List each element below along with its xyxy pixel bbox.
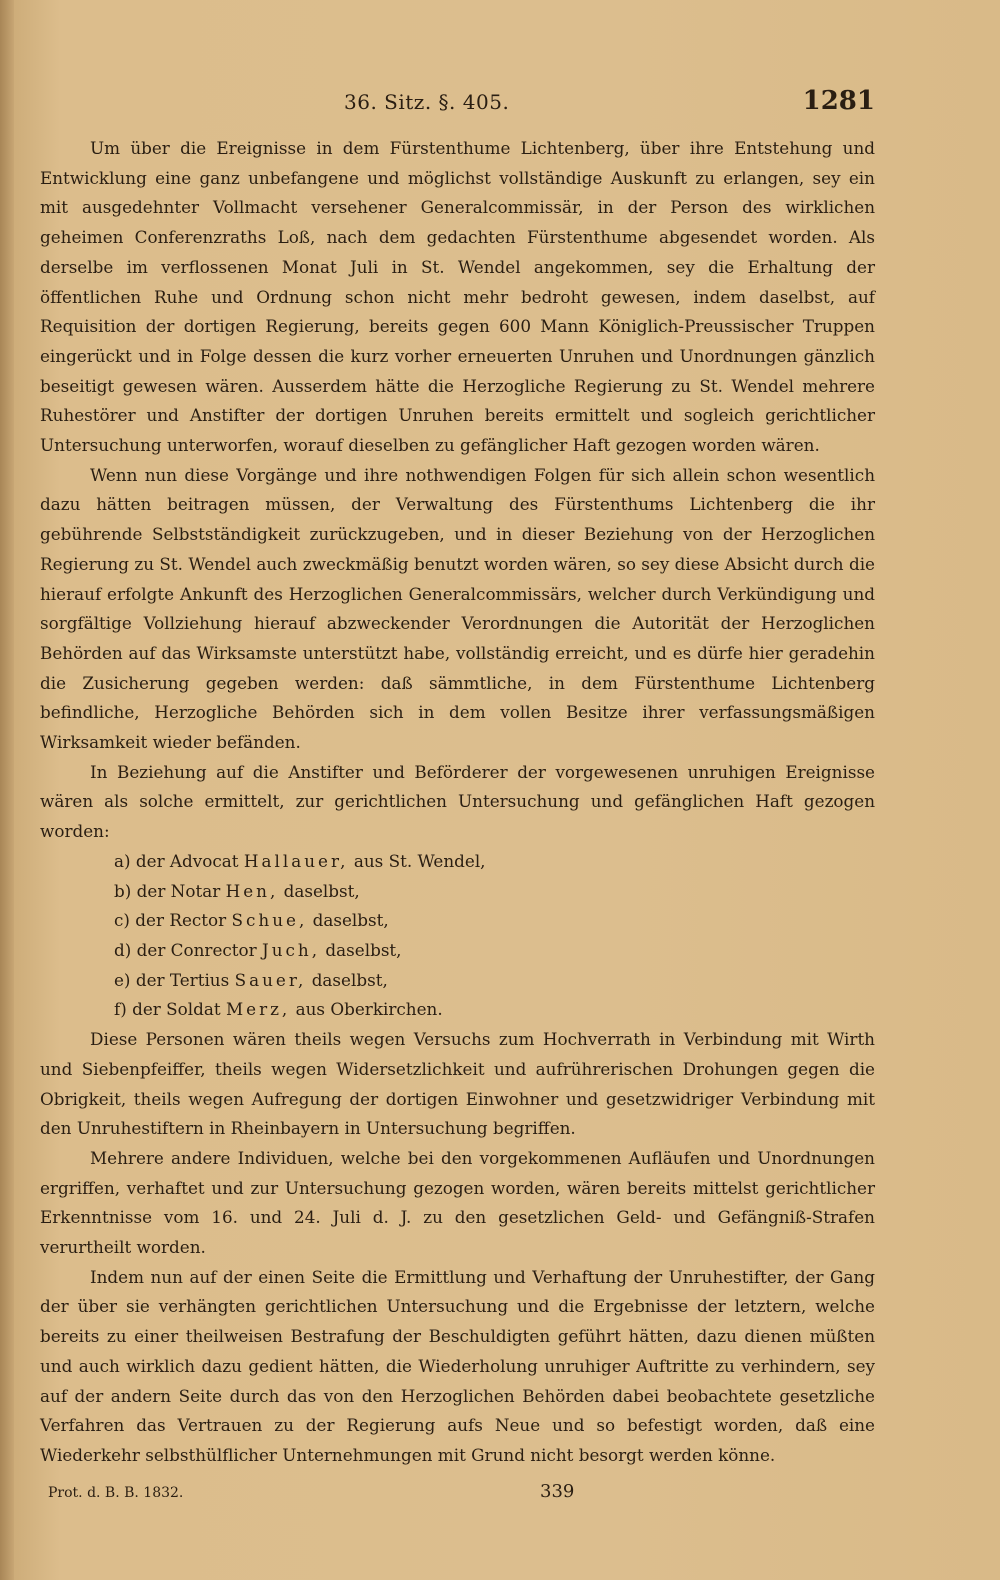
book-spine-shadow	[0, 0, 14, 1580]
paragraph: In Beziehung auf die Anstifter und Beförderer der vorgewesenen unruhigen Ereignisse wären als solche ermittelt, zur gerichtlichen Untersuchung und gefänglichen Haft gezogen worden:	[40, 761, 875, 842]
section-reference: 36. Sitz. §. 405.	[344, 90, 510, 114]
accused-list	[40, 847, 875, 1025]
body-text	[40, 134, 875, 1471]
paragraph: Um über die Ereignisse in dem Fürstenthume Lichtenberg, über ihre Entstehung und Entwicklung eine ganz unbefangene und möglichst vollständige Auskunft zu erlangen, sey ein mit ausgedehnter Vollmacht versehener Generalcommissär, in der Person des wirklichen geheimen Conferenzraths Loß, nach dem gedachten Fürstenthume abgesendet worden. Als derselbe im verflossenen Monat Juli in St. Wendel angekommen, sey die Erhaltung der öffentlichen Ruhe und Ordnung schon nicht mehr bedroht gewesen, indem daselbst, auf Requisition der dortigen Regierung, bereits gegen 600 Mann Königlich-Preussischer Truppen eingerückt und in Folge dessen die kurz vorher erneuerten Unruhen und Unordnungen gänzlich beseitigt gewesen wären. Ausserdem hätte die Herzogliche Regierung zu St. Wendel mehrere Ruhestörer und Anstifter der dortigen Unruhen bereits ermittelt und sogleich gerichtlicher Untersuchung unterworfen, worauf dieselben zu gefänglicher Haft gezogen worden wären.	[40, 138, 875, 456]
page-footer	[40, 1481, 875, 1507]
paragraph: Diese Personen wären theils wegen Versuchs zum Hochverrath in Verbindung mit Wirth und Siebenpfeiffer, theils wegen Widersetzlichkeit und aufrührerischen Drohungen gegen die Obrigkeit, theils wegen Aufregung der dortigen Einwohner und gesetzwidriger Verbindung mit den Unruhestiftern in Rheinbayern in Untersuchung begriffen.	[40, 1029, 875, 1139]
source-reference: Prot. d. B. B. 1832.	[48, 1485, 184, 1501]
signature-number: 339	[540, 1481, 575, 1502]
paragraph: Mehrere andere Individuen, welche bei den vorgekommenen Aufläufen und Unordnungen ergriffen, verhaftet und zur Untersuchung gezogen worden, wären bereits mittelst gerichtlicher Erkenntnisse vom 16. und 24. Juli d. J. zu den gesetzlichen Geld- und Gefängniß-Strafen verurtheilt worden.	[40, 1147, 875, 1258]
list-item: b) der Notar Hen, daselbst,	[114, 880, 360, 901]
paragraph: Wenn nun diese Vorgänge und ihre nothwendigen Folgen für sich allein schon wesentlich dazu hätten beitragen müssen, der Verwaltung des Fürstenthums Lichtenberg die ihr gebührende Selbstständigkeit zurückzugeben, und in dieser Beziehung von der Herzoglichen Regierung zu St. Wendel auch zweckmäßig benutzt worden wären, so sey diese Absicht durch die hierauf erfolgte Ankunft des Herzoglichen Generalcommissärs, welcher durch Verkündigung und sorgfältige Vollziehung hierauf abzweckender Verordnungen die Autorität der Herzoglichen Behörden auf das Wirksamste unterstützt habe, vollständig erreicht, und es dürfe hier geradehin die Zusicherung gegeben werden: daß sämmtliche, in dem Fürstenthume Lichtenberg befindliche, Herzogliche Behörden sich in dem vollen Besitze ihrer verfassungsmäßigen Wirksamkeit wieder befänden.	[40, 464, 875, 753]
list-item: a) der Advocat Hallauer, aus St. Wendel,	[114, 850, 486, 871]
list-item: f) der Soldat Merz, aus Oberkirchen.	[114, 999, 443, 1020]
page-number: 1281	[802, 86, 875, 116]
list-item: c) der Rector Schue, daselbst,	[114, 910, 389, 931]
list-item: d) der Conrector Juch, daselbst,	[114, 939, 402, 960]
list-item: e) der Tertius Sauer, daselbst,	[114, 969, 388, 990]
page-header	[40, 86, 875, 120]
paragraph: Indem nun auf der einen Seite die Ermittlung und Verhaftung der Unruhestifter, der Gang der über sie verhängten gerichtlichen Untersuchung und die Ergebnisse der letztern, welche bereits zu einer theilweisen Bestrafung der Beschuldigten geführt hätten, dazu dienen müßten und auch wirklich dazu gedient hätten, die Wiederholung unruhiger Auftritte zu verhindern, sey auf der andern Seite durch das von den Herzoglichen Behörden dabei beobachtete gesetzliche Verfahren das Vertrauen zu der Regierung aufs Neue und so befestigt worden, daß eine Wiederkehr selbsthülflicher Unternehmungen mit Grund nicht besorgt werden könne.	[40, 1266, 875, 1465]
